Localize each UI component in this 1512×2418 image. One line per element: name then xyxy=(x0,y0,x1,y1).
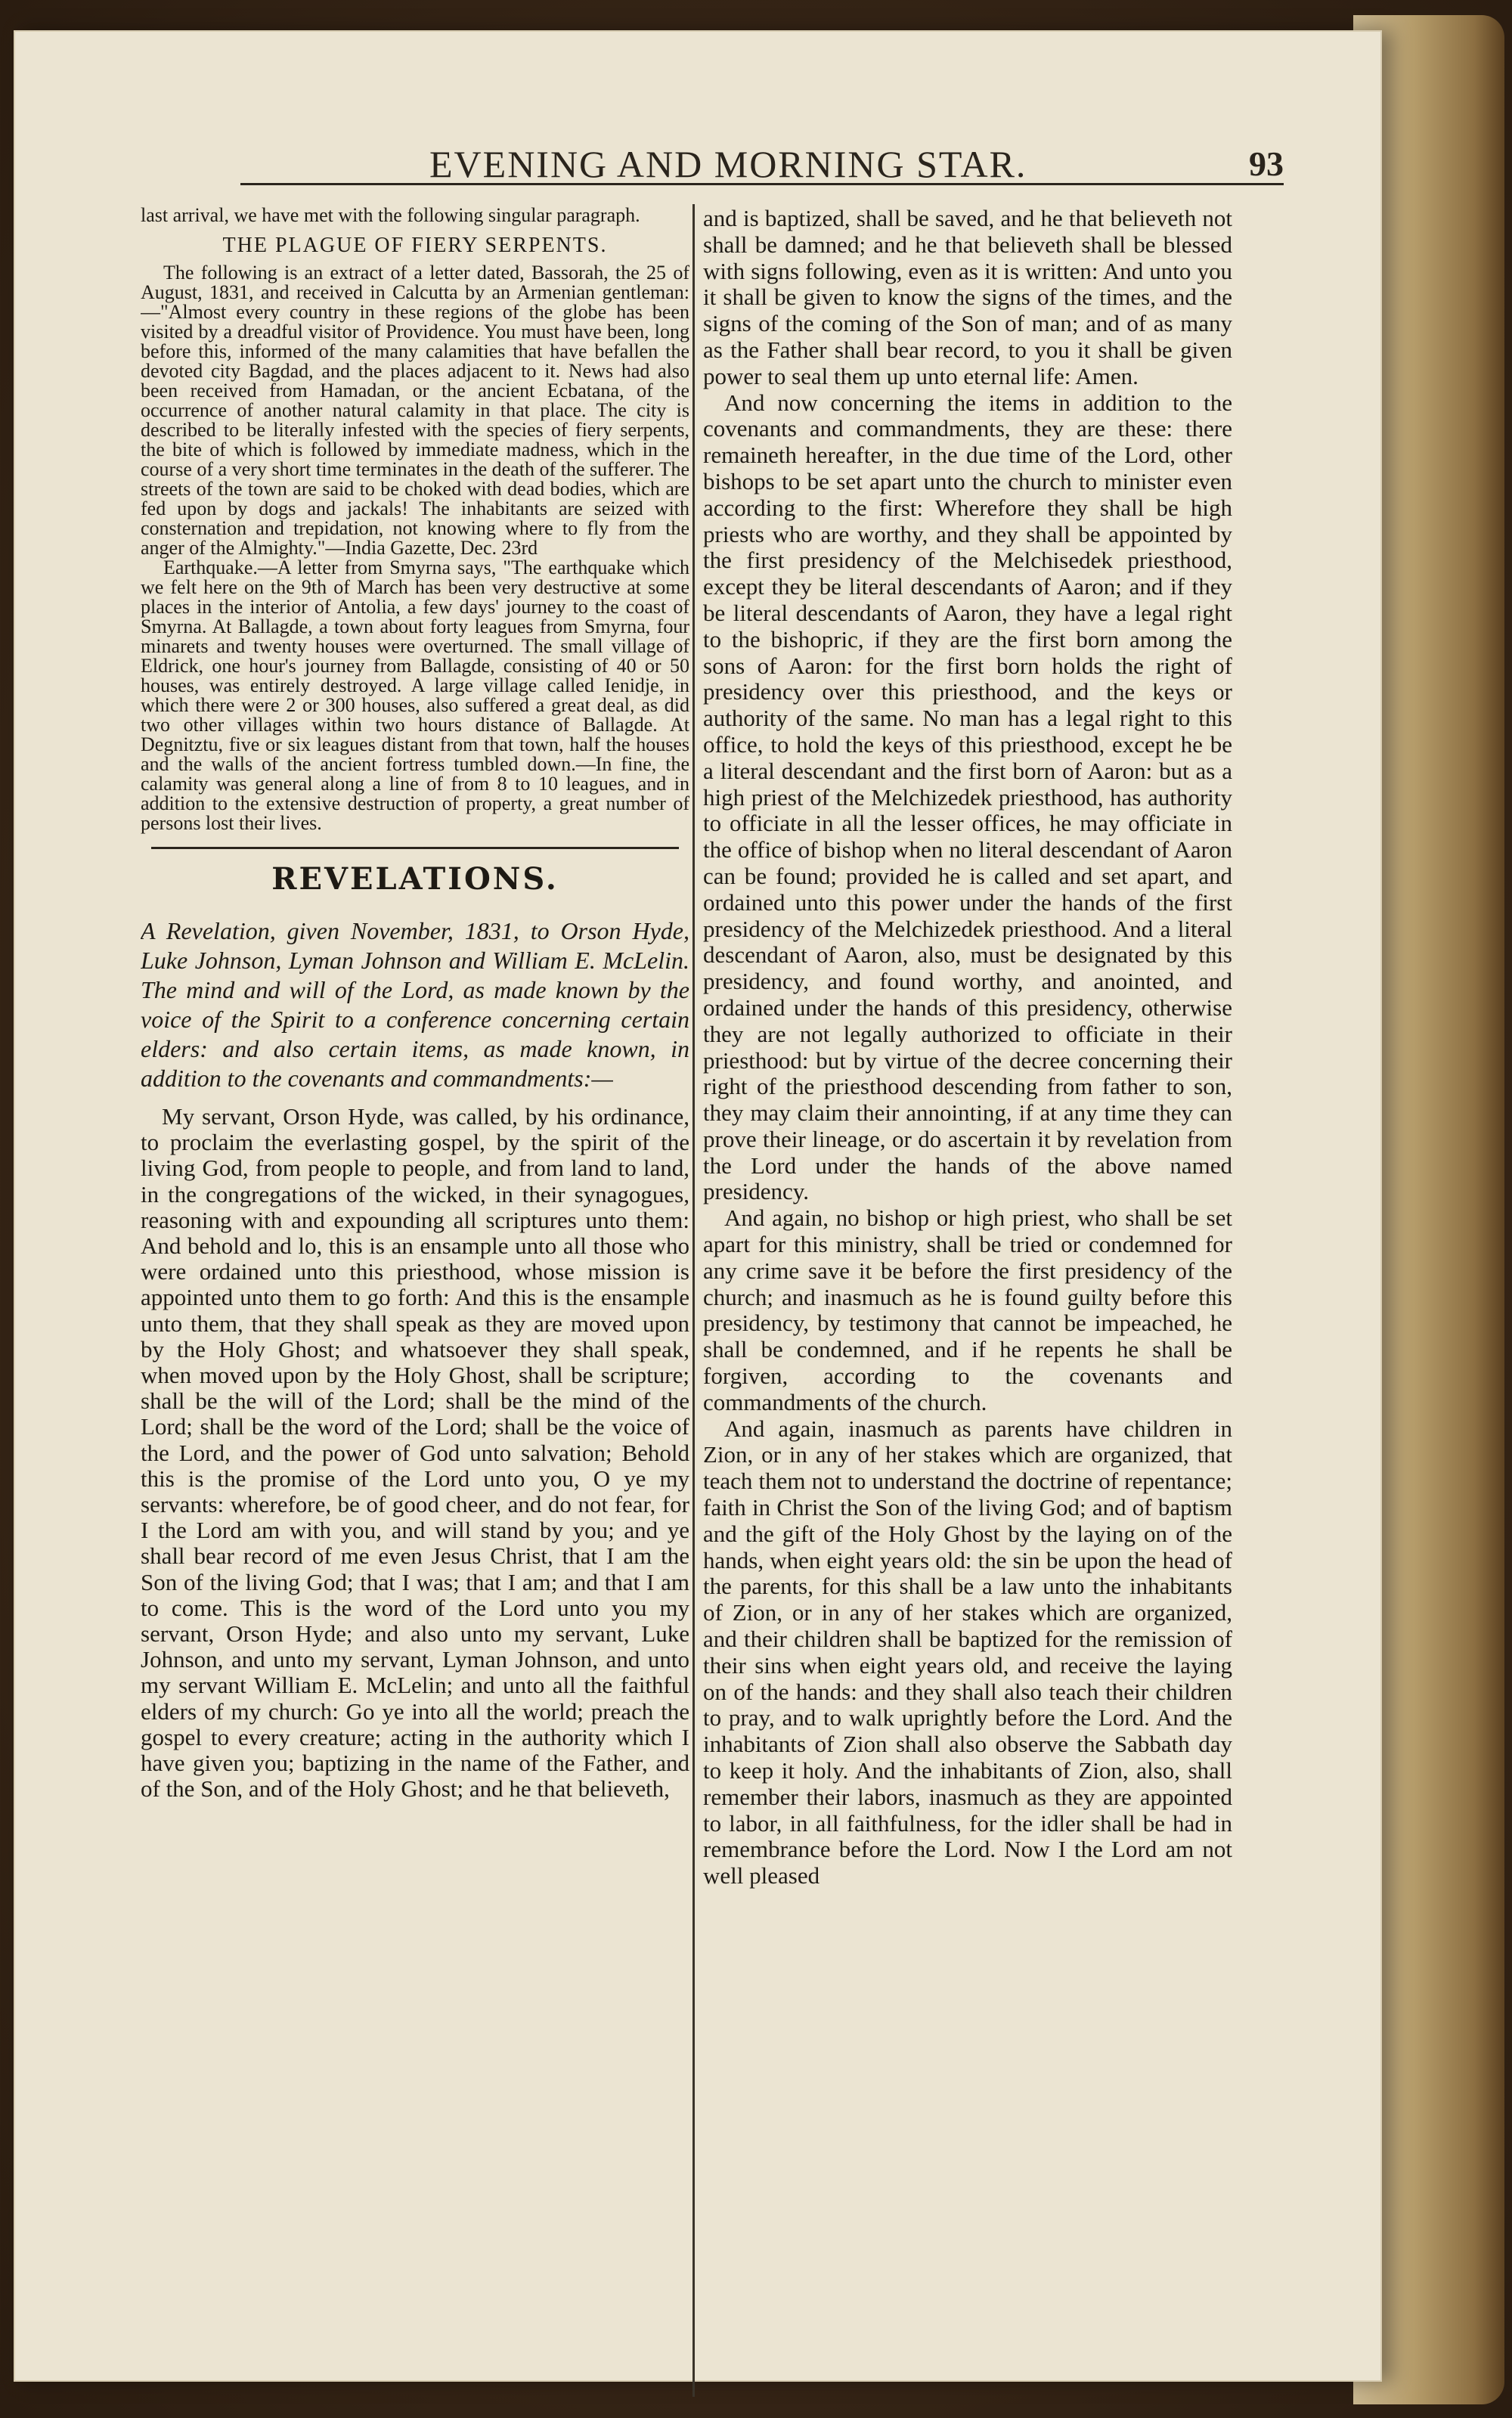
running-title: EVENING AND MORNING STAR. xyxy=(429,143,1027,185)
paragraph-1: and is baptized, shall be saved, and he that believeth not shall be damned; and he that believeth shall be blessed with signs following, even as it is written: And unto you it shall be given to know the signs of the times, and the signs of the coming of the Son of man; and of as many as the Father shall bear record, to you it shall be given power to seal them up unto eternal life: Amen. xyxy=(703,206,1232,389)
section-divider xyxy=(151,847,679,849)
section-heading: REVELATIONS. xyxy=(271,861,559,897)
serpents-paragraph: The following is an extract of a letter dated, Bassorah, the 25 of August, 1831, and received in Calcutta by an Armenian gentleman:—"Almost every country in these regions of the globe has been visited by a dreadful visitor of Providence. You must have been, long before this, informed of the many calamities that have befallen the devoted city Bagdad, and the places adjacent to it. News had also been received from Hamadan, or the ancient Ecbatana, of the occurrence of another natural calamity in that place. The city is described to be literally infested with the species of fiery serpents, the bite of which is followed by immediate madness, which in the course of a very short time terminates in the death of the sufferer. The streets of the town are said to be choked with dead bodies, which are fed upon by dogs and jackals! The inhabitants are seized with consternation and trepidation, not knowing where to fly from the anger of the Almighty."—India Gazette, Dec. 23rd xyxy=(141,262,689,559)
opening-fragment: last arrival, we have met with the following singular paragraph. xyxy=(141,206,640,226)
right-column xyxy=(703,206,1232,2398)
book-page xyxy=(14,30,1382,2382)
column-rule xyxy=(692,204,695,2397)
paragraph-2: And now concerning the items in addition to the covenants and commandments, they are these: there remaineth hereafter, in the due time of the Lord, other bishops to be set apart unto the church to minister even according to the first: Wherefore they shall be high priests who are worthy, and they shall be appointed by the first presidency of the Melchisedek priesthood, except they be literal descendants of Aaron; and if they be literal descendants of Aaron, they have a legal right to the bishopric, if they are the first born among the sons of Aaron: for the first born holds the right of presidency over this priesthood, and the keys or authority of the same. No man has a legal right to this office, to hold the keys of this priesthood, except he be a literal descendant and the first born of Aaron: but as a high priest of the Melchizedek priesthood, has authority to officiate in all the lesser offices, he may officiate in the office of bishop when no literal descendant of Aaron can be found; provided he is called and set apart, and ordained unto this power under the hands of the first presidency of the Melchizedek priesthood. And a literal descendant of Aaron, also, must be designated by this presidency, and found worthy, and anointed, and ordained under the hands of this presidency, otherwise they are not legally authorized to officiate in their priesthood: but by virtue of the decree concerning their right of the priesthood descending from father to son, they may claim their annointing, if at any time they can prove their lineage, or do ascertain it by revelation from the Lord under the hands of the above named presidency. xyxy=(703,389,1232,1205)
paragraph-4: And again, inasmuch as parents have children in Zion, or in any of her stakes which are organized, that teach them not to understand the doctrine of repentance; faith in Christ the Son of the living God; and of baptism and the gift of the Holy Ghost by the laying on of the hands, when eight years old: the sin be upon the head of the parents, for this shall be a law unto the inhabitants of Zion, or in any of her stakes which are organized, and their children shall be baptized for the remission of their sins when eight years old, and receive the laying on of the hands: and they shall also teach their children to pray, and to walk uprightly before the Lord. And the inhabitants of Zion shall also observe the Sabbath day to keep it holy. And the inhabitants of Zion, also, shall remember their labors, inasmuch as they are appointed to labor, in all faithfulness, for the idler shall be had in remembrance before the Lord. Now I the Lord am not well pleased xyxy=(703,1415,1232,1889)
revelation-body: My servant, Orson Hyde, was called, by his ordinance, to proclaim the everlasting gospel, by the spirit of the living God, from people to people, and from land to land, in the congregations of the wicked, in their synagogues, reasoning with and expounding all scriptures unto them: And behold and lo, this is an ensample unto all those who were ordained unto this priesthood, whose mission is appointed unto them to go forth: And this is the ensample unto them, that they shall speak as they are moved upon by the Holy Ghost; and whatsoever they shall speak, when moved upon by the Holy Ghost, shall be scripture; shall be the will of the Lord; shall be the mind of the Lord; shall be the word of the Lord; shall be the voice of the Lord, and the power of God unto salvation; Behold this is the promise of the Lord unto you, O ye my servants: wherefore, be of good cheer, and do not fear, for I the Lord am with you, and will stand by you; and ye shall bear record of me even Jesus Christ, that I am the Son of the living God; that I was; that I am; and that I am to come. This is the word of the Lord unto you my servant, Orson Hyde; and also unto my servant, Luke Johnson, and unto my servant, Lyman Johnson, and unto my servant William E. McLelin; and unto all the faithful elders of my church: Go ye into all the world; preach the gospel to every creature; acting in the authority which I have given you; baptizing in the name of the Father, and of the Son, and of the Holy Ghost; and he that believeth, xyxy=(141,1103,689,1803)
article-heading: THE PLAGUE OF FIERY SERPENTS. xyxy=(222,234,608,257)
revelation-intro: A Revelation, given November, 1831, to Orson Hyde, Luke Johnson, Lyman Johnson and William E. McLelin. The mind and will of the Lord, as made known by the voice of the Spirit to a conference concerning certain elders: and also certain items, as made known, in addition to the covenants and commandments:— xyxy=(141,917,689,1092)
earthquake-paragraph: Earthquake.—A letter from Smyrna says, "The earthquake which we felt here on the 9th of March has been very destructive at some places in the interior of Antolia, a few days' journey to the coast of Smyrna. At Ballagde, a town about forty leagues from Smyrna, four minarets and twenty houses were overturned. The small village of Eldrick, one hour's journey from Ballagde, consisting of 40 or 50 houses, was entirely destroyed. A large village called Ienidje, in which there were 2 or 300 houses, also suffered a great deal, as did two other villages within two hours distance of Ballagde. At Degnitztu, five or six leagues distant from that town, half the houses and the walls of the ancient fortress tumbled down.—In fine, the calamity was general along a line of from 8 to 10 leagues, and in addition to the extensive destruction of property, a great number of persons lost their lives. xyxy=(141,556,689,834)
paragraph-3: And again, no bishop or high priest, who shall be set apart for this ministry, shall be tried or condemned for any crime save it be before the first presidency of the church; and inasmuch as he is found guilty before this presidency, by testimony that cannot be impeached, he shall be condemned, and if he repents he shall be forgiven, according to the covenants and commandments of the church. xyxy=(703,1204,1232,1415)
page-number: 93 xyxy=(1249,144,1284,183)
revelation-continued xyxy=(703,206,1232,1889)
news-section xyxy=(141,206,689,833)
left-column xyxy=(141,206,689,2308)
revelation-text xyxy=(141,1104,689,1802)
running-head xyxy=(240,119,1284,185)
